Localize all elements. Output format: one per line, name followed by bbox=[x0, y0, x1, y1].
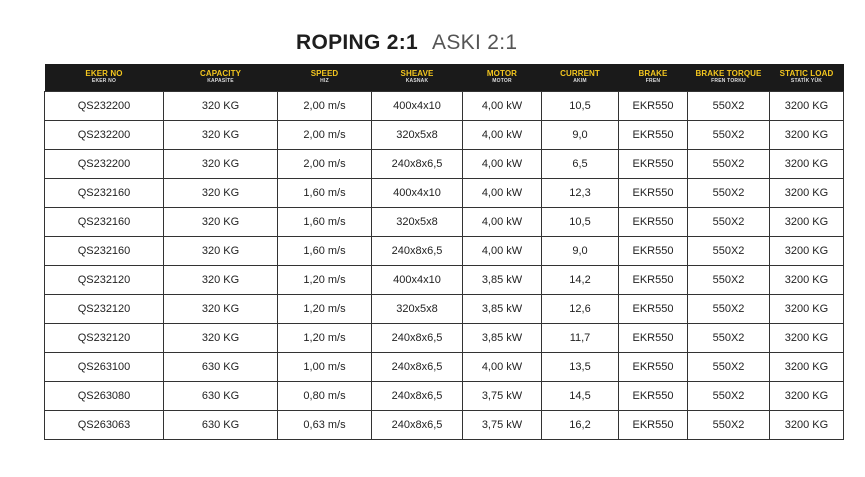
column-header-label: CURRENT bbox=[560, 69, 600, 79]
column-header-label: CAPACITY bbox=[199, 69, 242, 79]
table-cell: 240x8x6,5 bbox=[372, 236, 463, 265]
table-row bbox=[45, 91, 844, 120]
table-cell: 0,63 m/s bbox=[278, 410, 372, 439]
table-cell: 320 KG bbox=[164, 236, 278, 265]
table-cell: EKR550 bbox=[619, 410, 688, 439]
table-cell: 9,0 bbox=[542, 236, 619, 265]
column-header-sublabel: MOTOR bbox=[492, 78, 512, 85]
column-header-sublabel: HIZ bbox=[320, 78, 329, 85]
table-cell: QS263100 bbox=[45, 352, 164, 381]
table-cell: 14,5 bbox=[542, 381, 619, 410]
table-cell: 3200 KG bbox=[770, 149, 844, 178]
table-cell: 320 KG bbox=[164, 178, 278, 207]
table-cell: 240x8x6,5 bbox=[372, 149, 463, 178]
column-header-sublabel: AKIM bbox=[573, 78, 587, 85]
page-title bbox=[296, 31, 517, 57]
table-cell: 240x8x6,5 bbox=[372, 352, 463, 381]
table-cell: 3200 KG bbox=[770, 265, 844, 294]
table-cell: 3200 KG bbox=[770, 352, 844, 381]
table-row bbox=[45, 149, 844, 178]
table-cell: 320 KG bbox=[164, 120, 278, 149]
table-cell: 3200 KG bbox=[770, 236, 844, 265]
table-cell: 3200 KG bbox=[770, 207, 844, 236]
table-cell: 3,85 kW bbox=[463, 265, 542, 294]
table-cell: 550X2 bbox=[688, 410, 770, 439]
column-header-sublabel: STATİK YÜK bbox=[790, 78, 823, 85]
table-cell: 1,20 m/s bbox=[278, 294, 372, 323]
table-cell: 550X2 bbox=[688, 120, 770, 149]
table-cell: 14,2 bbox=[542, 265, 619, 294]
table-cell: 2,00 m/s bbox=[278, 149, 372, 178]
table-cell: 240x8x6,5 bbox=[372, 381, 463, 410]
column-header bbox=[542, 64, 619, 91]
table-cell: 400x4x10 bbox=[372, 91, 463, 120]
table-cell: QS232200 bbox=[45, 120, 164, 149]
table-cell: 2,00 m/s bbox=[278, 120, 372, 149]
column-header bbox=[372, 64, 463, 91]
table-cell: 630 KG bbox=[164, 410, 278, 439]
table-header-row bbox=[45, 64, 844, 91]
table-cell: 4,00 kW bbox=[463, 120, 542, 149]
table-cell: 3200 KG bbox=[770, 323, 844, 352]
table-cell: QS232120 bbox=[45, 294, 164, 323]
table-cell: QS232120 bbox=[45, 265, 164, 294]
table-row bbox=[45, 236, 844, 265]
table-cell: 3200 KG bbox=[770, 178, 844, 207]
table-cell: 320x5x8 bbox=[372, 207, 463, 236]
table-cell: 3,75 kW bbox=[463, 410, 542, 439]
table-cell: 3200 KG bbox=[770, 91, 844, 120]
table-cell: 1,00 m/s bbox=[278, 352, 372, 381]
table-cell: 1,20 m/s bbox=[278, 265, 372, 294]
table-cell: 550X2 bbox=[688, 352, 770, 381]
column-header-label: STATIC LOAD bbox=[779, 69, 834, 79]
table-cell: 12,6 bbox=[542, 294, 619, 323]
title-aski: ASKI 2:1 bbox=[432, 31, 518, 54]
table-cell: 1,60 m/s bbox=[278, 207, 372, 236]
table-cell: 240x8x6,5 bbox=[372, 410, 463, 439]
table-cell: EKR550 bbox=[619, 120, 688, 149]
column-header bbox=[688, 64, 770, 91]
table-cell: 1,60 m/s bbox=[278, 178, 372, 207]
table-cell: 550X2 bbox=[688, 207, 770, 236]
table-cell: 3,75 kW bbox=[463, 381, 542, 410]
column-header-label: SPEED bbox=[310, 69, 339, 79]
table-row bbox=[45, 178, 844, 207]
table-cell: 3,85 kW bbox=[463, 323, 542, 352]
table-row bbox=[45, 120, 844, 149]
table-cell: EKR550 bbox=[619, 236, 688, 265]
column-header bbox=[45, 64, 164, 91]
table-cell: EKR550 bbox=[619, 323, 688, 352]
table-cell: 9,0 bbox=[542, 120, 619, 149]
table-cell: 550X2 bbox=[688, 178, 770, 207]
table-cell: 320 KG bbox=[164, 294, 278, 323]
table-cell: 400x4x10 bbox=[372, 178, 463, 207]
table-cell: QS232200 bbox=[45, 91, 164, 120]
column-header-sublabel: FREN TORKU bbox=[711, 78, 746, 85]
table-cell: 550X2 bbox=[688, 294, 770, 323]
table-cell: 550X2 bbox=[688, 323, 770, 352]
table-cell: 0,80 m/s bbox=[278, 381, 372, 410]
table-cell: EKR550 bbox=[619, 149, 688, 178]
table-cell: 320x5x8 bbox=[372, 294, 463, 323]
table-row bbox=[45, 265, 844, 294]
column-header bbox=[463, 64, 542, 91]
column-header-label: EKER NO bbox=[85, 69, 123, 79]
table-cell: QS263063 bbox=[45, 410, 164, 439]
table-cell: QS232160 bbox=[45, 207, 164, 236]
table-cell: 320 KG bbox=[164, 207, 278, 236]
table-cell: 240x8x6,5 bbox=[372, 323, 463, 352]
table-cell: 550X2 bbox=[688, 149, 770, 178]
column-header-sublabel: EKER NO bbox=[91, 78, 117, 85]
table-cell: 320x5x8 bbox=[372, 120, 463, 149]
column-header-sublabel: KASNAK bbox=[405, 78, 429, 85]
table-cell: 3200 KG bbox=[770, 294, 844, 323]
table-cell: 630 KG bbox=[164, 352, 278, 381]
table-cell: 550X2 bbox=[688, 265, 770, 294]
table-cell: 630 KG bbox=[164, 381, 278, 410]
table-cell: 4,00 kW bbox=[463, 178, 542, 207]
table-cell: 3200 KG bbox=[770, 120, 844, 149]
table-cell: 3,85 kW bbox=[463, 294, 542, 323]
table-cell: QS232120 bbox=[45, 323, 164, 352]
column-header bbox=[770, 64, 844, 91]
table-cell: 4,00 kW bbox=[463, 352, 542, 381]
column-header bbox=[164, 64, 278, 91]
table-cell: 1,60 m/s bbox=[278, 236, 372, 265]
table-row bbox=[45, 381, 844, 410]
table-cell: QS232160 bbox=[45, 178, 164, 207]
table-row bbox=[45, 352, 844, 381]
table-cell: EKR550 bbox=[619, 352, 688, 381]
table-cell: 320 KG bbox=[164, 265, 278, 294]
table-cell: EKR550 bbox=[619, 381, 688, 410]
column-header bbox=[278, 64, 372, 91]
table-cell: 4,00 kW bbox=[463, 149, 542, 178]
table-cell: EKR550 bbox=[619, 207, 688, 236]
title-roping: ROPING 2:1 bbox=[296, 31, 419, 54]
column-header-label: SHEAVE bbox=[400, 69, 434, 79]
table-cell: 550X2 bbox=[688, 236, 770, 265]
table-row bbox=[45, 207, 844, 236]
table-cell: 16,2 bbox=[542, 410, 619, 439]
table-cell: 320 KG bbox=[164, 149, 278, 178]
table-cell: 4,00 kW bbox=[463, 91, 542, 120]
table-row bbox=[45, 294, 844, 323]
table-cell: EKR550 bbox=[619, 178, 688, 207]
column-header-sublabel: KAPASİTE bbox=[207, 78, 234, 85]
table-cell: QS232160 bbox=[45, 236, 164, 265]
table-row bbox=[45, 410, 844, 439]
column-header-label: MOTOR bbox=[486, 69, 518, 79]
column-header-label: BRAKE bbox=[638, 69, 668, 79]
table-cell: 550X2 bbox=[688, 381, 770, 410]
table-cell: 3200 KG bbox=[770, 381, 844, 410]
table-cell: 320 KG bbox=[164, 323, 278, 352]
table-cell: 550X2 bbox=[688, 91, 770, 120]
table-row bbox=[45, 323, 844, 352]
table-cell: 1,20 m/s bbox=[278, 323, 372, 352]
table-cell: 4,00 kW bbox=[463, 236, 542, 265]
column-header bbox=[619, 64, 688, 91]
table-cell: 4,00 kW bbox=[463, 207, 542, 236]
column-header-sublabel: FREN bbox=[645, 78, 661, 85]
table-cell: 320 KG bbox=[164, 91, 278, 120]
column-header-label: BRAKE TORQUE bbox=[695, 69, 762, 79]
table-cell: EKR550 bbox=[619, 91, 688, 120]
table-cell: 400x4x10 bbox=[372, 265, 463, 294]
table-cell: EKR550 bbox=[619, 294, 688, 323]
table-cell: 13,5 bbox=[542, 352, 619, 381]
table-cell: QS232200 bbox=[45, 149, 164, 178]
table-body bbox=[45, 91, 844, 439]
table-cell: 3200 KG bbox=[770, 410, 844, 439]
table-cell: 2,00 m/s bbox=[278, 91, 372, 120]
table-cell: 12,3 bbox=[542, 178, 619, 207]
table-cell: QS263080 bbox=[45, 381, 164, 410]
spec-table bbox=[44, 64, 844, 440]
table-cell: 11,7 bbox=[542, 323, 619, 352]
table-cell: 6,5 bbox=[542, 149, 619, 178]
table-cell: EKR550 bbox=[619, 265, 688, 294]
table-cell: 10,5 bbox=[542, 91, 619, 120]
table-cell: 10,5 bbox=[542, 207, 619, 236]
